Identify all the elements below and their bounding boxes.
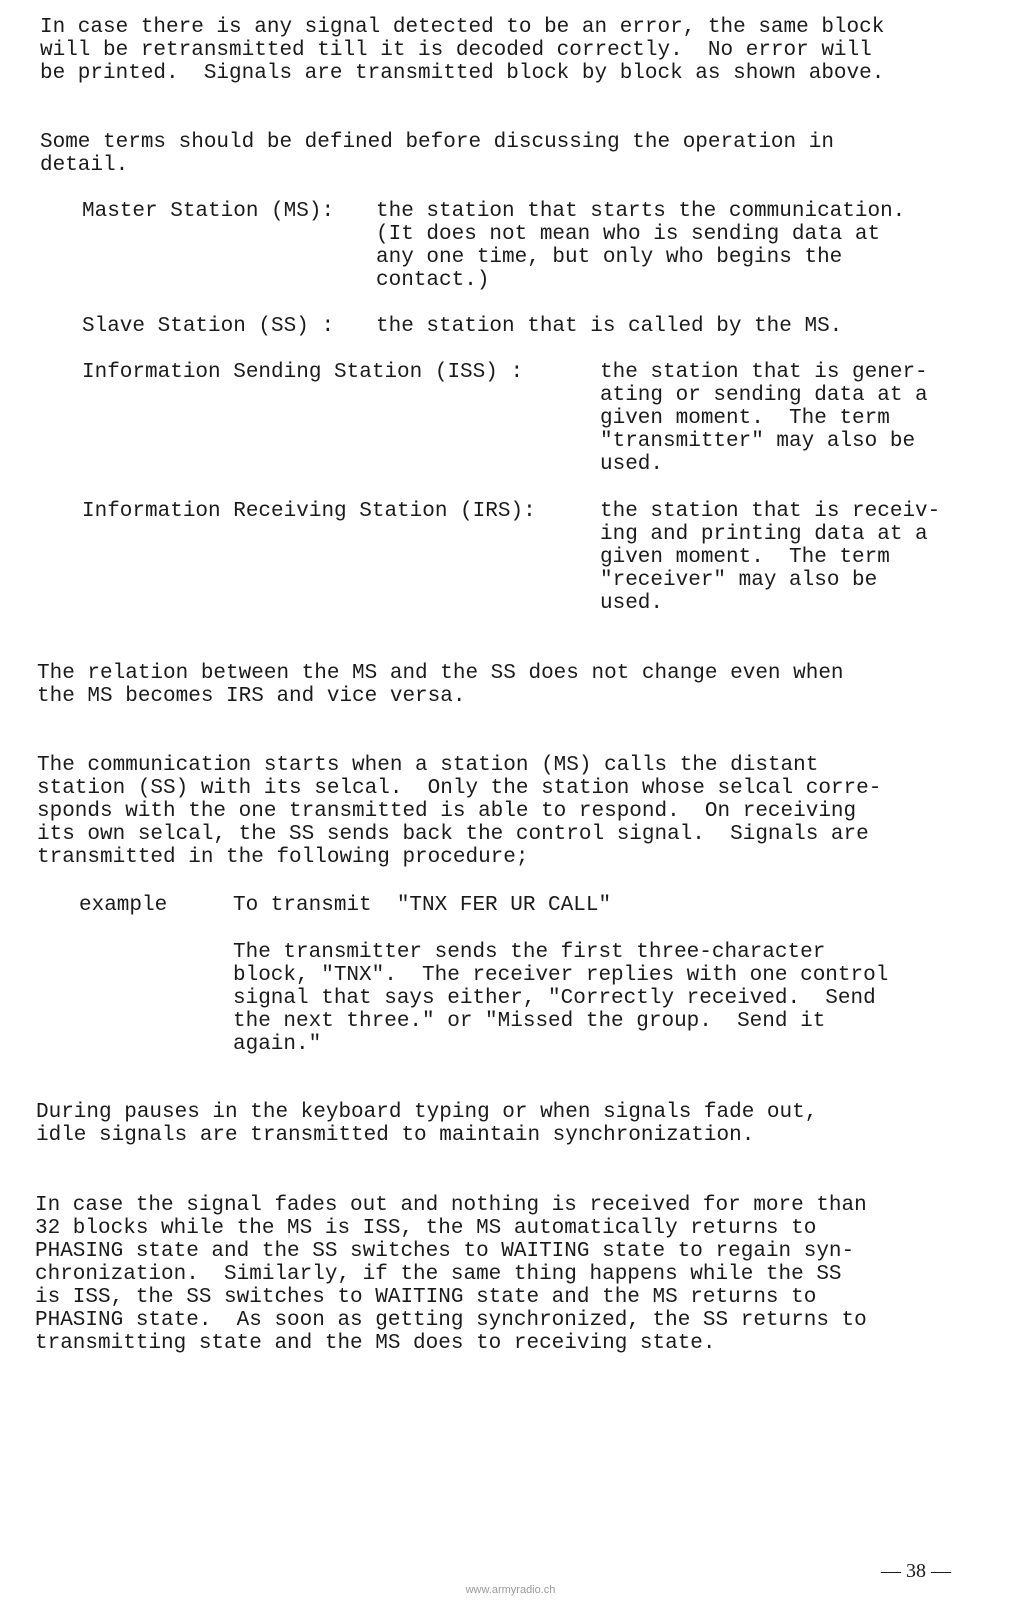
- text-line: In case there is any signal detected to be an error, the same block: [40, 16, 885, 39]
- text-line: During pauses in the keyboard typing or when signals fade out,: [36, 1101, 818, 1124]
- text-line: transmitting state and the MS does to receiving state.: [35, 1332, 716, 1355]
- text-line: its own selcal, the SS sends back the control signal. Signals are: [37, 823, 869, 846]
- definition-text: given moment. The term: [600, 407, 890, 430]
- definition-text: ing and printing data at a: [600, 523, 928, 546]
- text-line: In case the signal fades out and nothing is received for more than: [35, 1194, 867, 1217]
- text-line: PHASING state. As soon as getting synchronized, the SS returns to: [35, 1309, 867, 1332]
- definition-text: the station that is called by the MS.: [376, 315, 843, 338]
- text-line: is ISS, the SS switches to WAITING state and the MS returns to: [35, 1286, 817, 1309]
- definition-term: Information Sending Station (ISS) :: [82, 361, 524, 384]
- example-text: signal that says either, "Correctly received. Send: [233, 987, 876, 1010]
- text-line: will be retransmitted till it is decoded correctly. No error will: [40, 39, 872, 62]
- definition-text: the station that is receiv-: [600, 500, 941, 523]
- text-line: The relation between the MS and the SS does not change even when: [37, 662, 844, 685]
- text-line: chronization. Similarly, if the same thing happens while the SS: [35, 1263, 842, 1286]
- text-line: 32 blocks while the MS is ISS, the MS automatically returns to: [35, 1217, 817, 1240]
- definition-text: used.: [600, 453, 664, 476]
- page-number: — 38 —: [881, 1560, 951, 1582]
- definition-term: Information Receiving Station (IRS):: [82, 500, 536, 523]
- definition-text: given moment. The term: [600, 546, 890, 569]
- example-text: again.": [233, 1033, 322, 1056]
- example-label: example: [79, 894, 168, 917]
- example-text: The transmitter sends the first three-character: [233, 941, 826, 964]
- text-line: sponds with the one transmitted is able to respond. On receiving: [37, 800, 857, 823]
- text-line: the MS becomes IRS and vice versa.: [37, 685, 466, 708]
- text-line: station (SS) with its selcal. Only the station whose selcal corre-: [37, 777, 882, 800]
- definition-text: any one time, but only who begins the: [376, 246, 843, 269]
- text-line: detail.: [40, 154, 129, 177]
- example-text: block, "TNX". The receiver replies with one control: [233, 964, 889, 987]
- definition-text: contact.): [376, 269, 490, 292]
- definition-text: "transmitter" may also be: [600, 430, 916, 453]
- example-text: the next three." or "Missed the group. Send it: [233, 1010, 826, 1033]
- definition-text: (It does not mean who is sending data at: [376, 223, 881, 246]
- definition-text: the station that starts the communication.: [376, 200, 906, 223]
- text-line: transmitted in the following procedure;: [37, 846, 529, 869]
- watermark: www.armyradio.ch: [465, 1584, 556, 1596]
- text-line: The communication starts when a station (MS) calls the distant: [37, 754, 819, 777]
- example-first-line: To transmit "TNX FER UR CALL": [233, 894, 612, 917]
- definition-term: Master Station (MS):: [82, 200, 335, 223]
- definition-text: "receiver" may also be: [600, 569, 878, 592]
- definition-text: used.: [600, 592, 664, 615]
- definition-text: the station that is gener-: [600, 361, 928, 384]
- text-line: idle signals are transmitted to maintain synchronization.: [36, 1124, 755, 1147]
- definition-text: ating or sending data at a: [600, 384, 928, 407]
- text-line: PHASING state and the SS switches to WAITING state to regain syn-: [35, 1240, 855, 1263]
- text-line: Some terms should be defined before discussing the operation in: [40, 131, 834, 154]
- definition-term: Slave Station (SS) :: [82, 315, 335, 338]
- text-line: be printed. Signals are transmitted block by block as shown above.: [40, 62, 885, 85]
